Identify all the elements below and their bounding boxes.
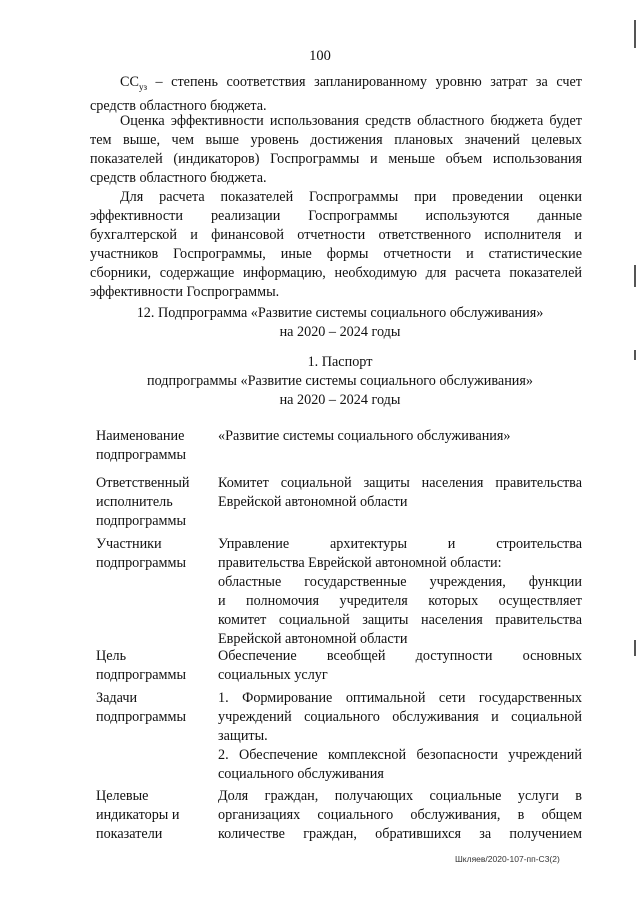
passport-label-participants: Участники подпрограммы <box>96 536 186 571</box>
passport-value-name: «Развитие системы социального обслуживания» <box>218 428 511 444</box>
passport-value-participants: Управление архитектуры и строительства правительства Еврейской автономной области: областные государственные учреждения, функции и полномочия учредителя которых осуществляет комитет социальной защиты населения правительства Еврейской автономной области <box>218 536 582 647</box>
passport-label-executor: Ответственный исполнитель подпрограммы <box>96 475 190 529</box>
section-title: 12. Подпрограмма «Развитие системы социального обслуживания» на 2020 – 2024 годы <box>136 305 544 340</box>
passport-value-tasks: 1. Формирование оптимальной сети государственных учреждений социального обслуживания и социальной защиты. 2. Обеспечение комплексной безопасности учреждений социального обслуживания <box>218 690 582 782</box>
document-footer-code: Шкляев/2020-107-пп-С3(2) <box>455 854 560 864</box>
passport-value-goal: Обеспечение всеобщей доступности основных социальных услуг <box>218 648 582 683</box>
passport-value-indicators: Доля граждан, получающих социальные услуги в организациях социального обслуживания, в общем количестве граждан, обратившихся за получением <box>218 788 582 842</box>
efficiency-paragraph: Оценка эффективности использования средств областного бюджета будет тем выше, чем выше уровень достижения плановых значений целевых показателей (индикаторов) Госпрограммы и меньше объем использования средств областного бюджета. <box>90 113 582 186</box>
cc-definition <box>90 73 582 116</box>
passport-label-indicators: Целевые индикаторы и показатели <box>96 788 180 842</box>
data-sources-paragraph: Для расчета показателей Госпрограммы при проведении оценки эффективности реализации Госпрограммы используются данные бухгалтерской и финансовой отчетности ответственного исполнителя и участников Госпрограммы, иные формы отчетности и статистические сборники, содержащие информацию, необходимую для расчета показателей эффективности Госпрограммы. <box>90 189 582 300</box>
passport-label-tasks: Задачи подпрограммы <box>96 690 186 725</box>
scan-edge-marks <box>634 0 636 905</box>
cc-line-1: $СС_{уз}$ – степень соответствия запланированному уровню затрат за счет <box>120 74 583 92</box>
cc-subscript: уз <box>138 81 147 92</box>
cc-symbol: СС <box>120 74 139 90</box>
page-number: 100 <box>309 48 331 64</box>
cc-line-2: средств областного бюджета. <box>90 97 267 114</box>
passport-value-executor: Комитет социальной защиты населения правительства Еврейской автономной области <box>218 475 582 510</box>
passport-title: 1. Паспорт подпрограммы «Развитие системы социального обслуживания» на 2020 – 2024 годы <box>146 354 534 408</box>
passport-label-name: Наименование подпрограммы <box>96 428 186 463</box>
passport-label-goal: Цель подпрограммы <box>96 648 186 683</box>
